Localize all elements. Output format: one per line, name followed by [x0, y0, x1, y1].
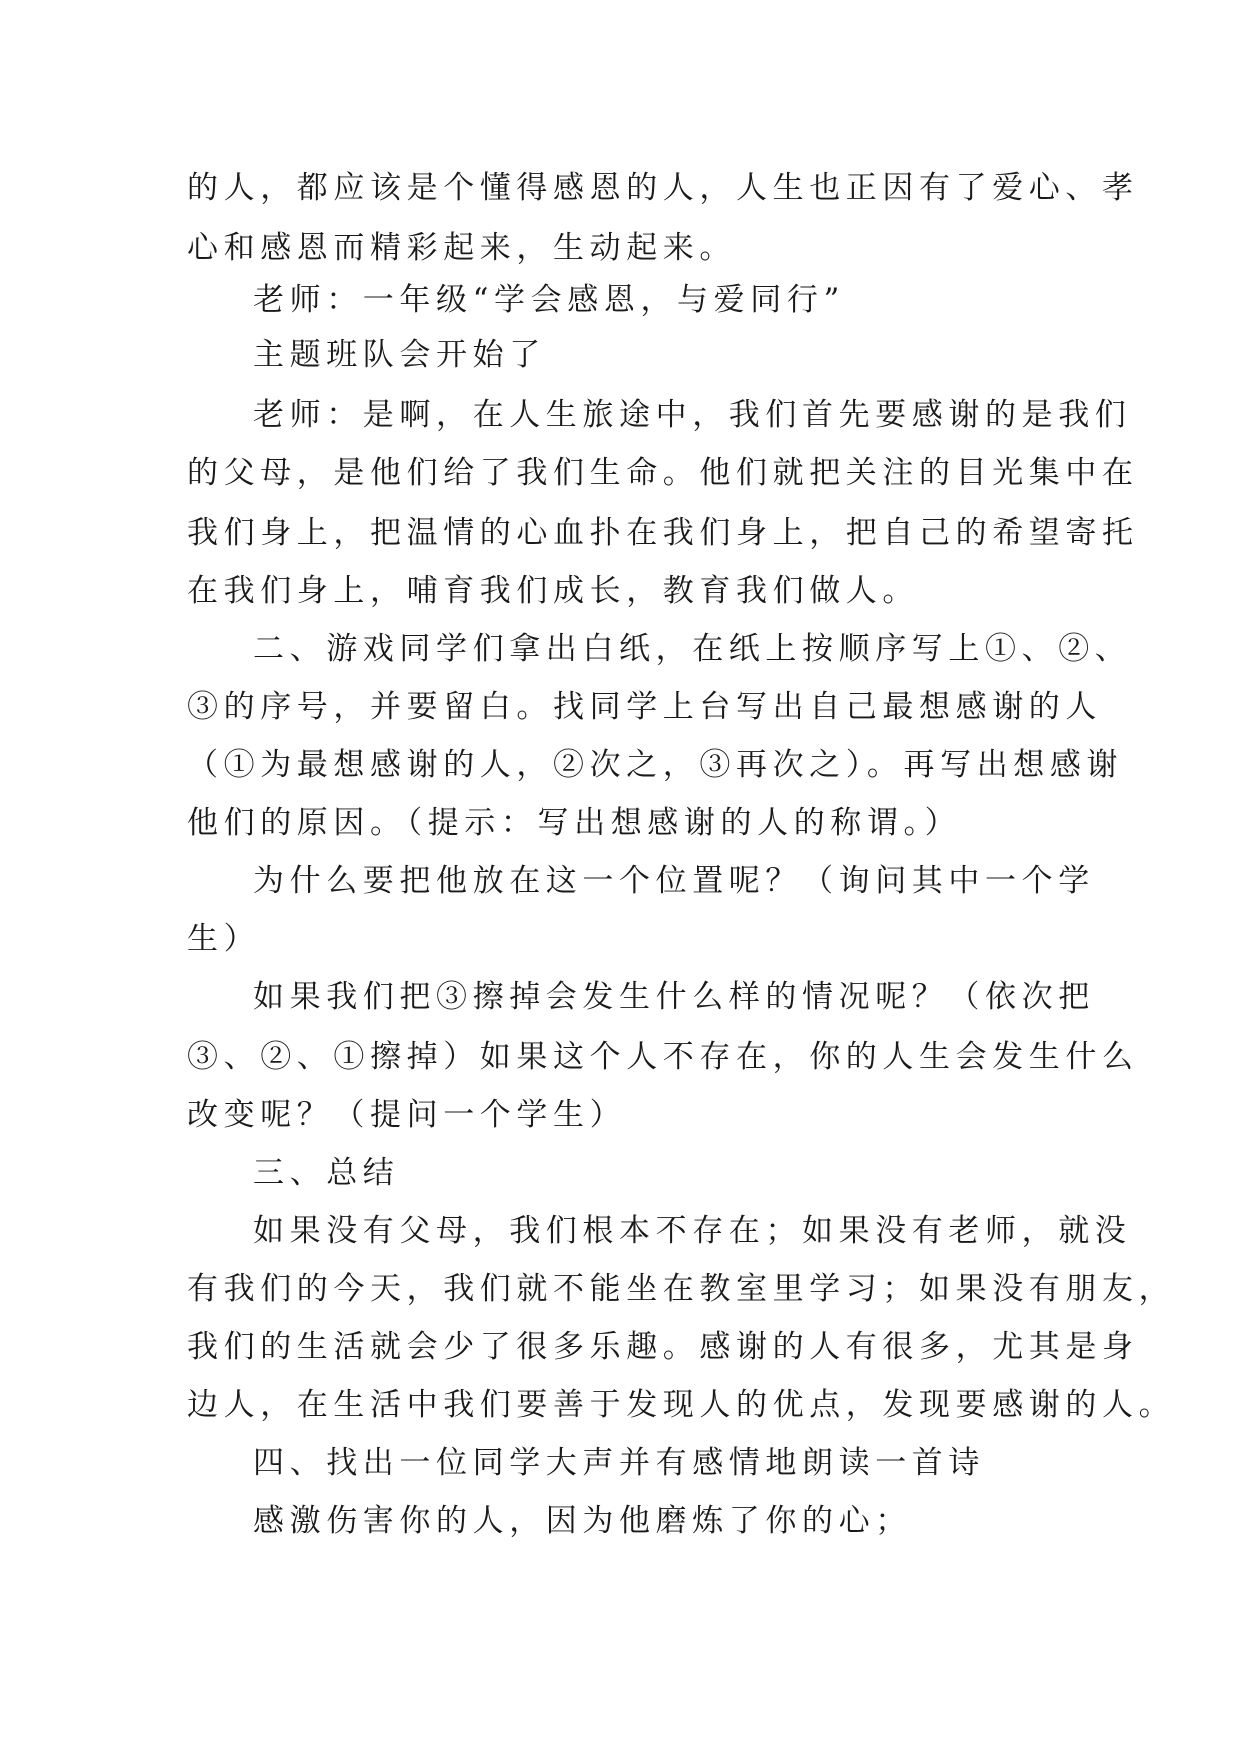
text-line: 改变呢？（提问一个学生）	[187, 1097, 627, 1133]
text-line: 我们身上，把温情的心血扑在我们身上，把自己的希望寄托	[187, 515, 1139, 551]
text-line: ③、②、①擦掉）如果这个人不存在，你的人生会发生什么	[187, 1039, 1139, 1075]
text-line: 心和感恩而精彩起来，生动起来。	[187, 230, 736, 266]
text-line: 主题班队会开始了	[253, 337, 546, 373]
text-line: 为什么要把他放在这一个位置呢？（询问其中一个学	[253, 863, 1095, 899]
text-line: 有我们的今天，我们就不能坐在教室里学习；如果没有朋友，	[187, 1271, 1176, 1307]
text-line: 我们的生活就会少了很多乐趣。感谢的人有很多，尤其是身	[187, 1329, 1139, 1365]
text-line: 在我们身上，哺育我们成长，教育我们做人。	[187, 573, 919, 609]
text-line: 他们的原因。（提示：写出想感谢的人的称谓。）	[187, 805, 962, 841]
text-line: ③的序号，并要留白。找同学上台写出自己最想感谢的人	[187, 689, 1102, 725]
text-line: 老师：是啊，在人生旅途中，我们首先要感谢的是我们	[253, 397, 1132, 433]
text-line: 四、找出一位同学大声并有感情地朗读一首诗	[253, 1445, 985, 1481]
text-line: 感激伤害你的人，因为他磨炼了你的心；	[253, 1503, 912, 1539]
text-line: 三、总结	[253, 1155, 400, 1191]
text-line: （①为最想感谢的人，②次之，③再次之）。再写出想感谢	[187, 747, 1124, 783]
text-line: 边人，在生活中我们要善于发现人的优点，发现要感谢的人。	[187, 1387, 1176, 1423]
text-line: 生）	[187, 921, 261, 957]
text-line: 二、游戏同学们拿出白纸，在纸上按顺序写上①、②、	[253, 631, 1132, 667]
text-line: 如果没有父母，我们根本不存在；如果没有老师，就没	[253, 1213, 1132, 1249]
text-line: 的人，都应该是个懂得感恩的人，人生也正因有了爱心、孝	[187, 170, 1139, 206]
text-line: 老师：一年级“学会感恩，与爱同行”	[253, 282, 845, 318]
text-line: 如果我们把③擦掉会发生什么样的情况呢？（依次把	[253, 979, 1095, 1015]
text-line: 的父母，是他们给了我们生命。他们就把关注的目光集中在	[187, 455, 1139, 491]
